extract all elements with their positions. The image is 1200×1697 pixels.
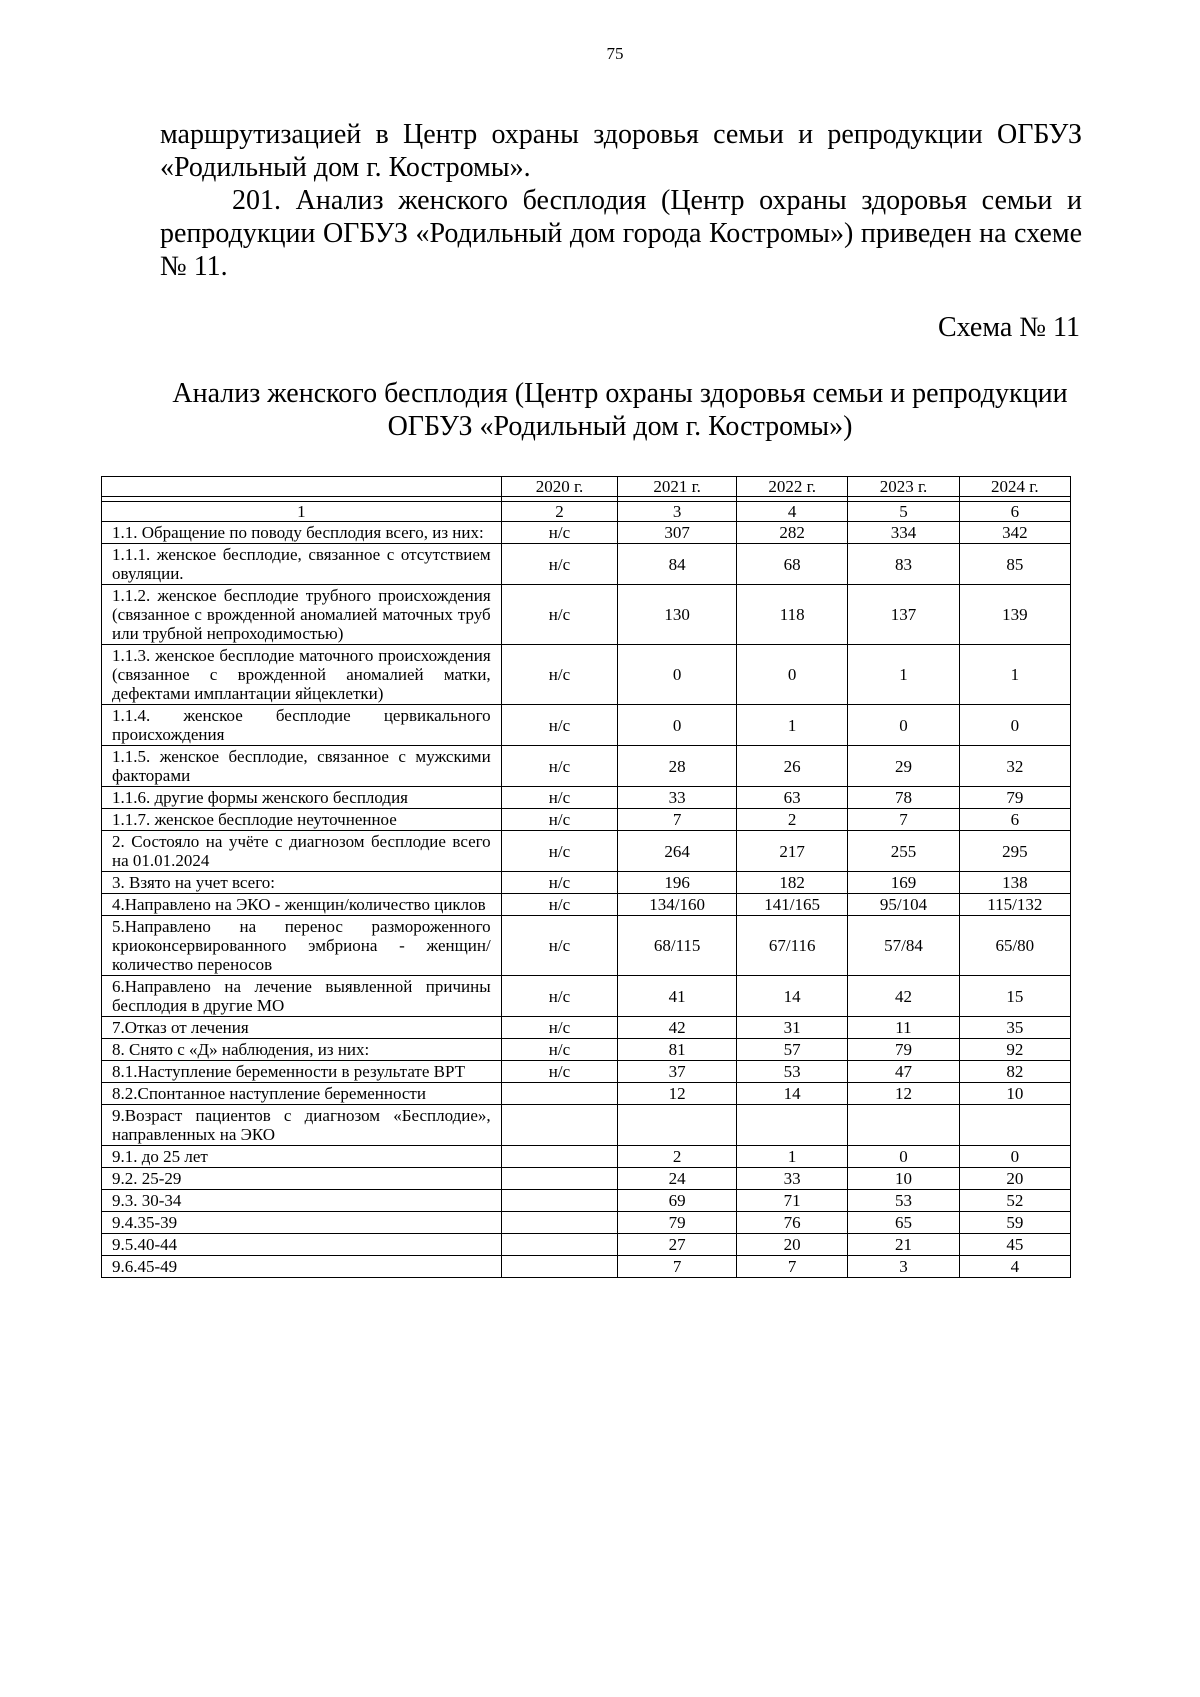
value-cell-2021: 130: [618, 585, 737, 645]
table-row: [102, 1256, 1071, 1278]
value-cell-2024: 138: [959, 872, 1070, 894]
column-number: 4: [737, 502, 848, 522]
table-row: [102, 1212, 1071, 1234]
value-cell-2022: 282: [737, 522, 848, 544]
row-label: 1.1.4. женское бесплодие цервикального происхождения: [102, 705, 502, 746]
value-cell-2020: н/с: [501, 831, 618, 872]
page-number: 75: [606, 44, 624, 63]
table-row: [102, 522, 1071, 544]
value-cell-2023: 29: [848, 746, 959, 787]
column-number: 2: [501, 502, 618, 522]
value-cell-2021: 2: [618, 1146, 737, 1168]
value-cell-2020: [501, 1083, 618, 1105]
column-number: 3: [618, 502, 737, 522]
value-cell-2022: 31: [737, 1017, 848, 1039]
value-cell-2021: 81: [618, 1039, 737, 1061]
value-cell-2021: [618, 1105, 737, 1146]
value-cell-2023: 21: [848, 1234, 959, 1256]
value-cell-2023: 78: [848, 787, 959, 809]
row-label: 9.3. 30-34: [102, 1190, 502, 1212]
value-cell-2023: 65: [848, 1212, 959, 1234]
table-row: [102, 831, 1071, 872]
value-cell-2022: 76: [737, 1212, 848, 1234]
value-cell-2023: 47: [848, 1061, 959, 1083]
value-cell-2024: 115/132: [959, 894, 1070, 916]
value-cell-2021: 37: [618, 1061, 737, 1083]
value-cell-2022: 0: [737, 645, 848, 705]
value-cell-2022: 26: [737, 746, 848, 787]
header-cell: 2024 г.: [959, 477, 1070, 497]
table-row: [102, 1146, 1071, 1168]
value-cell-2020: н/с: [501, 585, 618, 645]
year-header-row: [102, 477, 1071, 497]
row-label: 9.1. до 25 лет: [102, 1146, 502, 1168]
table-row: [102, 746, 1071, 787]
value-cell-2020: н/с: [501, 787, 618, 809]
value-cell-2024: 4: [959, 1256, 1070, 1278]
value-cell-2021: 307: [618, 522, 737, 544]
table-row: [102, 1190, 1071, 1212]
table-row: [102, 1017, 1071, 1039]
value-cell-2020: н/с: [501, 705, 618, 746]
row-label: 3. Взято на учет всего:: [102, 872, 502, 894]
value-cell-2021: 0: [618, 645, 737, 705]
table-row: [102, 705, 1071, 746]
value-cell-2020: н/с: [501, 809, 618, 831]
header-cell: [102, 477, 502, 497]
value-cell-2022: 63: [737, 787, 848, 809]
value-cell-2021: 12: [618, 1083, 737, 1105]
row-label: 8.1.Наступление беременности в результате ВРТ: [102, 1061, 502, 1083]
value-cell-2024: 10: [959, 1083, 1070, 1105]
table-row: [102, 787, 1071, 809]
value-cell-2024: 79: [959, 787, 1070, 809]
row-label: 9.4.35-39: [102, 1212, 502, 1234]
value-cell-2022: 7: [737, 1256, 848, 1278]
value-cell-2021: 42: [618, 1017, 737, 1039]
value-cell-2023: 53: [848, 1190, 959, 1212]
value-cell-2024: 92: [959, 1039, 1070, 1061]
header-cell: 2022 г.: [737, 477, 848, 497]
value-cell-2022: 217: [737, 831, 848, 872]
value-cell-2021: 69: [618, 1190, 737, 1212]
value-cell-2023: 3: [848, 1256, 959, 1278]
value-cell-2022: [737, 1105, 848, 1146]
paragraph-201: 201. Анализ женского бесплодия (Центр охраны здоровья семьи и репродукции ОГБУЗ «Родильный дом города Костромы») приведен на схеме № 11.: [160, 185, 1082, 282]
row-label: 8. Снято с «Д» наблюдения, из них:: [102, 1039, 502, 1061]
value-cell-2022: 14: [737, 1083, 848, 1105]
row-label: 1.1.3. женское бесплодие маточного происхождения (связанное с врожденной аномалией матки, дефектами имплантации яйцеклетки): [102, 645, 502, 705]
value-cell-2024: 342: [959, 522, 1070, 544]
value-cell-2020: [501, 1190, 618, 1212]
value-cell-2022: 141/165: [737, 894, 848, 916]
value-cell-2024: 295: [959, 831, 1070, 872]
value-cell-2021: 33: [618, 787, 737, 809]
value-cell-2024: 65/80: [959, 916, 1070, 976]
value-cell-2023: 83: [848, 544, 959, 585]
scheme-title: Анализ женского бесплодия (Центр охраны здоровья семьи и репродукции ОГБУЗ «Родильный дом г. Костромы»): [172, 378, 1068, 442]
paragraph-routing: маршрутизацией в Центр охраны здоровья семьи и репродукции ОГБУЗ «Родильный дом г. Костромы».: [160, 119, 1082, 183]
value-cell-2023: 255: [848, 831, 959, 872]
header-cell: 2021 г.: [618, 477, 737, 497]
value-cell-2022: 68: [737, 544, 848, 585]
value-cell-2024: 85: [959, 544, 1070, 585]
value-cell-2021: 7: [618, 809, 737, 831]
table-row: [102, 894, 1071, 916]
column-number: 1: [102, 502, 502, 522]
row-label: 9.2. 25-29: [102, 1168, 502, 1190]
row-label: 9.5.40-44: [102, 1234, 502, 1256]
value-cell-2022: 1: [737, 1146, 848, 1168]
table-row: [102, 809, 1071, 831]
value-cell-2024: 59: [959, 1212, 1070, 1234]
value-cell-2021: 41: [618, 976, 737, 1017]
row-label: 9.Возраст пациентов с диагнозом «Бесплодие», направленных на ЭКО: [102, 1105, 502, 1146]
value-cell-2020: н/с: [501, 1017, 618, 1039]
value-cell-2023: 1: [848, 645, 959, 705]
row-label: 1.1.5. женское бесплодие, связанное с мужскими факторами: [102, 746, 502, 787]
value-cell-2023: 11: [848, 1017, 959, 1039]
value-cell-2021: 68/115: [618, 916, 737, 976]
header-cell: 2023 г.: [848, 477, 959, 497]
value-cell-2022: 71: [737, 1190, 848, 1212]
row-label: 1.1.1. женское бесплодие, связанное с отсутствием овуляции.: [102, 544, 502, 585]
value-cell-2021: 28: [618, 746, 737, 787]
value-cell-2023: 10: [848, 1168, 959, 1190]
value-cell-2022: 53: [737, 1061, 848, 1083]
value-cell-2024: 82: [959, 1061, 1070, 1083]
value-cell-2023: 169: [848, 872, 959, 894]
row-label: 6.Направлено на лечение выявленной причины бесплодия в другие МО: [102, 976, 502, 1017]
table-row: [102, 585, 1071, 645]
row-label: 8.2.Спонтанное наступление беременности: [102, 1083, 502, 1105]
table-row: [102, 916, 1071, 976]
value-cell-2021: 27: [618, 1234, 737, 1256]
value-cell-2023: 0: [848, 705, 959, 746]
value-cell-2020: н/с: [501, 746, 618, 787]
row-label: 7.Отказ от лечения: [102, 1017, 502, 1039]
value-cell-2021: 84: [618, 544, 737, 585]
value-cell-2023: [848, 1105, 959, 1146]
value-cell-2021: 196: [618, 872, 737, 894]
row-label: 9.6.45-49: [102, 1256, 502, 1278]
table-row: [102, 544, 1071, 585]
value-cell-2020: н/с: [501, 1039, 618, 1061]
value-cell-2020: [501, 1146, 618, 1168]
value-cell-2022: 118: [737, 585, 848, 645]
row-label: 2. Состояло на учёте с диагнозом бесплодие всего на 01.01.2024: [102, 831, 502, 872]
value-cell-2020: н/с: [501, 872, 618, 894]
value-cell-2024: 6: [959, 809, 1070, 831]
column-number: 5: [848, 502, 959, 522]
value-cell-2023: 57/84: [848, 916, 959, 976]
row-label: 1.1.7. женское бесплодие неуточненное: [102, 809, 502, 831]
value-cell-2024: 15: [959, 976, 1070, 1017]
table-row: [102, 1061, 1071, 1083]
value-cell-2022: 33: [737, 1168, 848, 1190]
value-cell-2020: н/с: [501, 916, 618, 976]
table-row: [102, 1083, 1071, 1105]
value-cell-2021: 7: [618, 1256, 737, 1278]
value-cell-2020: [501, 1256, 618, 1278]
value-cell-2023: 334: [848, 522, 959, 544]
infertility-analysis-table: [101, 476, 1071, 1278]
value-cell-2021: 24: [618, 1168, 737, 1190]
value-cell-2024: 0: [959, 705, 1070, 746]
value-cell-2020: н/с: [501, 976, 618, 1017]
table-row: [102, 1105, 1071, 1146]
value-cell-2024: 20: [959, 1168, 1070, 1190]
table-row: [102, 872, 1071, 894]
value-cell-2020: н/с: [501, 522, 618, 544]
value-cell-2024: 35: [959, 1017, 1070, 1039]
table-body: [102, 522, 1071, 1278]
row-label: 5.Направлено на перенос размороженного криоконсервированного эмбриона - женщин/количество переносов: [102, 916, 502, 976]
value-cell-2020: н/с: [501, 1061, 618, 1083]
value-cell-2020: [501, 1105, 618, 1146]
value-cell-2020: н/с: [501, 645, 618, 705]
table-row: [102, 1039, 1071, 1061]
value-cell-2024: 32: [959, 746, 1070, 787]
row-label: 1.1. Обращение по поводу бесплодия всего, из них:: [102, 522, 502, 544]
header-cell: 2020 г.: [501, 477, 618, 497]
value-cell-2024: 139: [959, 585, 1070, 645]
column-number: 6: [959, 502, 1070, 522]
table-row: [102, 976, 1071, 1017]
value-cell-2022: 2: [737, 809, 848, 831]
value-cell-2022: 14: [737, 976, 848, 1017]
value-cell-2024: 45: [959, 1234, 1070, 1256]
value-cell-2023: 12: [848, 1083, 959, 1105]
value-cell-2022: 20: [737, 1234, 848, 1256]
value-cell-2022: 182: [737, 872, 848, 894]
value-cell-2024: [959, 1105, 1070, 1146]
value-cell-2020: [501, 1212, 618, 1234]
value-cell-2023: 7: [848, 809, 959, 831]
row-label: 1.1.6. другие формы женского бесплодия: [102, 787, 502, 809]
row-label: 4.Направлено на ЭКО - женщин/количество циклов: [102, 894, 502, 916]
value-cell-2023: 137: [848, 585, 959, 645]
value-cell-2023: 95/104: [848, 894, 959, 916]
column-number-row: [102, 502, 1071, 522]
value-cell-2020: [501, 1168, 618, 1190]
value-cell-2023: 42: [848, 976, 959, 1017]
row-label: 1.1.2. женское бесплодие трубного происхождения (связанное с врожденной аномалией маточных труб или трубной непроходимостью): [102, 585, 502, 645]
table-row: [102, 645, 1071, 705]
value-cell-2020: н/с: [501, 544, 618, 585]
value-cell-2021: 79: [618, 1212, 737, 1234]
table-row: [102, 1168, 1071, 1190]
value-cell-2022: 1: [737, 705, 848, 746]
scheme-label: Схема № 11: [937, 312, 1080, 343]
value-cell-2024: 0: [959, 1146, 1070, 1168]
value-cell-2023: 0: [848, 1146, 959, 1168]
value-cell-2022: 67/116: [737, 916, 848, 976]
value-cell-2021: 134/160: [618, 894, 737, 916]
value-cell-2021: 0: [618, 705, 737, 746]
value-cell-2023: 79: [848, 1039, 959, 1061]
value-cell-2022: 57: [737, 1039, 848, 1061]
value-cell-2021: 264: [618, 831, 737, 872]
value-cell-2024: 1: [959, 645, 1070, 705]
value-cell-2020: н/с: [501, 894, 618, 916]
value-cell-2020: [501, 1234, 618, 1256]
table-row: [102, 1234, 1071, 1256]
value-cell-2024: 52: [959, 1190, 1070, 1212]
